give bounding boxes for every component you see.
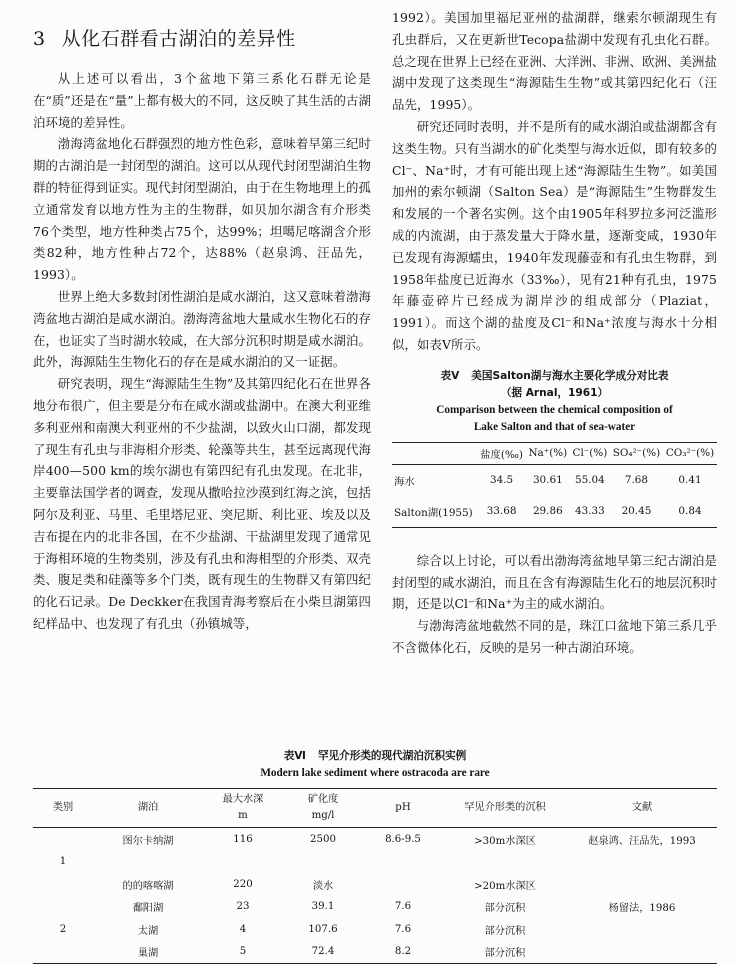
- table5-title: [392, 368, 717, 385]
- table-header-cell: pH: [363, 789, 443, 828]
- left-body: [33, 68, 371, 635]
- table-header-cell: CO₃²⁻(%): [665, 447, 715, 460]
- table-cell: [33, 941, 93, 964]
- table-header-cell: 盐度(‰): [480, 448, 523, 461]
- table-cell: 116: [233, 833, 253, 845]
- table-row: [33, 828, 717, 851]
- table-cell: [33, 873, 93, 896]
- table-cell: 8.2: [363, 941, 443, 964]
- table5-label: 表Ⅴ: [440, 369, 460, 382]
- table-header-cell: 罕见介形类的沉积: [443, 789, 567, 828]
- table-cell: 20.45: [621, 505, 652, 518]
- table6-title-en: Modern lake sediment where ostracoda are rare: [260, 767, 490, 779]
- paragraph: 世界上绝大多数封闭性湖泊是咸水湖泊，这又意味着渤海湾盆地古湖泊是咸水湖泊。渤海湾盆地大量咸水生物化石的存在，也证实了当时湖水较咸，在大部分沉积时期是咸水湖泊。此外，海源陆生生物化石的存在是咸水湖泊的又一证据。: [33, 288, 371, 370]
- table-cell: 部分沉积: [484, 925, 526, 937]
- paragraph: 1992）。美国加里福尼亚州的盐湖群，继索尔顿湖现生有孔虫群后，又在更新世Tecopa盐湖中发现有孔虫化石群。总之现在世界上已经在亚洲、大洋洲、非洲、欧洲、美洲盐湖中发现了这类现生“海源陆生生物”或其第四纪化石（汪品先，1995）。: [392, 10, 717, 113]
- table-cell: 鄱阳湖: [132, 903, 164, 915]
- table-cell: 55.04: [575, 474, 605, 487]
- table-cell: 39.1: [311, 901, 335, 913]
- table-cell: 7.68: [624, 474, 649, 487]
- table-cell: 2: [59, 923, 67, 935]
- table-cell: [567, 941, 717, 964]
- right-column: [392, 7, 717, 659]
- paragraph: 与渤海湾盆地截然不同的是，珠江口盆地下第三系几乎不含微体化石，反映的是另一种古湖泊环境。: [392, 618, 717, 655]
- table-cell: [33, 828, 93, 851]
- table-cell: 220: [233, 878, 253, 890]
- right-body-bottom: [392, 550, 717, 659]
- table-header-cell: 湖泊: [93, 789, 203, 828]
- table-row: [33, 873, 717, 896]
- paragraph: 从上述可以看出，3个盆地下第三系化石群无论是在“质”还是在“量”上都有极大的不同，这反映了其生活的古湖泊环境的差异性。: [33, 71, 372, 130]
- table-header-cell: 类别: [33, 789, 93, 828]
- table-cell: [567, 851, 717, 874]
- table-cell: [567, 873, 717, 896]
- header-label: 最大水深: [222, 794, 264, 805]
- table-cell: [283, 851, 363, 874]
- table6-title-cn: 罕见介形类的现代湖泊沉积实例: [317, 750, 467, 762]
- table-cell: 2500: [310, 833, 336, 845]
- table-cell: >30m水深区: [474, 835, 536, 847]
- paragraph: 渤海湾盆地化石群强烈的地方性色彩，意味着早第三纪时期的古湖泊是一封闭型的湖泊。这可以从现代封闭型湖泊生物群的特征得到证实。现代封闭型湖泊，由于在生物地理上的孤立通常发育以地方性为主的生物群，如贝加尔湖含有介形类76个类型，地方性种类占75个，达99%；坦噶尼喀湖含介形类82种，地方性种占72个，达88%（赵泉鸿、汪品先，1993）。: [33, 136, 371, 283]
- table-cell: [33, 896, 93, 919]
- table-header-row: [33, 789, 717, 828]
- header-label: 矿化度: [307, 794, 339, 805]
- table-cell: [363, 873, 443, 896]
- table-cell: 7.6: [394, 923, 412, 935]
- table-cell: 4: [239, 923, 247, 935]
- table-header-cell: Na⁺(%): [528, 447, 568, 460]
- header-unit: m: [238, 810, 248, 821]
- table6-label: 表Ⅵ: [283, 750, 306, 762]
- table-cell: [567, 918, 717, 941]
- table-row: [33, 918, 717, 941]
- table-header-cell: [203, 789, 283, 828]
- table-cell: 1: [59, 856, 67, 868]
- table-cell: 0.41: [678, 474, 702, 487]
- table-cell: 的的喀喀湖: [122, 880, 174, 892]
- section-number: 3: [33, 28, 46, 50]
- paragraph: 研究还同时表明，并不是所有的咸水湖泊或盐湖都含有这类生物。只有当湖水的矿化类型与海水近似，即有较多的Cl⁻、Na⁺时，才有可能出现上述“海源陆生生物”。如美国加州的索尔顿湖（Salton Sea）是“海源陆生”生物群发生和发展的一个著名实例。这个由1905年科罗拉多河泛滥形成的内流湖，由于蒸发量大于降水量，逐渐变咸，1930年已发现有海源蠕虫，1940年发现藤壶和有孔虫生物群，到1958年盐度已近海水（33‰），见有21种有孔虫，1975年藤壶碎片已经成为湖岸沙的组成部分（Plaziat，1991）。而这个湖的盐度及Cl⁻和Na⁺浓度与海水十分相似，如表V所示。: [392, 118, 717, 352]
- table-cell: Salton湖(1955): [394, 506, 473, 519]
- table-header-cell: Cl⁻(%): [572, 447, 608, 460]
- table-cell: 部分沉积: [443, 941, 567, 964]
- table-header-cell: [392, 442, 477, 464]
- table5-title-en-2: Lake Salton and that of sea-water: [473, 420, 636, 433]
- paragraph: 综合以上讨论，可以看出渤海湾盆地早第三纪古湖泊是封闭型的咸水湖泊，而且在含有海源陆生化石的地层沉积时期，还是以Cl⁻和Na⁺为主的咸水湖泊。: [392, 552, 717, 612]
- header-unit: mg/l: [311, 810, 335, 821]
- table5: [392, 442, 717, 528]
- section-heading: [33, 26, 371, 52]
- table-header-cell: 文献: [567, 789, 717, 828]
- table-cell: [363, 851, 443, 874]
- table-cell: [93, 851, 203, 874]
- table6: [33, 788, 717, 964]
- table-cell: 杨留法，1986: [608, 903, 676, 915]
- paragraph: 研究表明，现生“海源陆生生物”及其第四纪化石在世界各地分布很广，但主要是分布在咸水湖或盐湖中。在澳大利亚维多利亚州和南澳大利亚州的不少盐湖，以致火山口湖，都发现了现生有孔虫与非海相介形类、轮藻等共生，甚至远离现代海岸400—500 km的埃尔湖也有第四纪有孔虫发现。在北非，主要靠法国学者的调查，发现从撒哈拉沙漠到红海之滨，包括阿尔及利亚、马里、毛里塔尼亚、突尼斯、利比亚、埃及以及吉布提在内的北非各国，在不少盐湖、干盐湖里发现了通常见于海相环境的生物类别，涉及有孔虫和海相型的介形类、双壳类、腹足类和硅藻等多个门类，既有现生的生物群又有第四纪的化石记录。De Deckker在我国青海考察后在小柴旦湖第四纪样品中、也发现了有孔虫（孙镇城等，: [33, 376, 371, 631]
- table-cell: 23: [236, 901, 250, 913]
- table-cell: 海水: [394, 475, 415, 488]
- table5-block: [392, 368, 717, 528]
- table5-title-en-1: Comparison between the chemical composition of: [436, 403, 673, 416]
- table-cell: 33.68: [486, 505, 517, 518]
- table-cell: 7.6: [394, 901, 412, 913]
- table-cell: 部分沉积: [484, 903, 526, 915]
- table6-title: [33, 748, 717, 765]
- table-cell: >20m水深区: [474, 880, 536, 892]
- table-cell: 淡水: [312, 880, 334, 892]
- table-cell: 43.33: [575, 505, 605, 518]
- table-cell: 太湖: [137, 925, 159, 937]
- table-cell: 30.61: [532, 474, 563, 487]
- table-row: [392, 496, 717, 528]
- left-column: [33, 0, 371, 635]
- table-row: [33, 941, 717, 964]
- table-cell: [203, 851, 283, 874]
- table-cell: 107.6: [308, 923, 338, 935]
- table5-title-cn: 美国Salton湖与海水主要化学成分对比表: [471, 369, 669, 382]
- table-cell: 8.6-9.5: [385, 833, 421, 845]
- section-title: 从化石群看古湖泊的差异性: [61, 28, 296, 50]
- table-cell: 巢湖: [93, 941, 203, 964]
- table-cell: 34.5: [490, 474, 514, 487]
- table-row: [33, 896, 717, 919]
- table-cell: 72.4: [283, 941, 363, 964]
- table-cell: 5: [203, 941, 283, 964]
- table-row: [392, 464, 717, 496]
- table-header-cell: SO₄²⁻(%): [612, 447, 661, 460]
- table-cell: 0.84: [678, 505, 702, 518]
- table-cell: [443, 851, 567, 874]
- table6-block: [33, 748, 717, 964]
- table5-source: （据 Arnal，1961）: [500, 386, 609, 399]
- table-header-row: [392, 442, 717, 464]
- table-header-cell: [283, 789, 363, 828]
- table-cell: 图尔卡纳湖: [122, 835, 174, 847]
- table-cell: 29.86: [532, 505, 563, 518]
- table-cell: 赵泉鸿、汪品先，1993: [588, 835, 696, 847]
- table-row: [33, 851, 717, 874]
